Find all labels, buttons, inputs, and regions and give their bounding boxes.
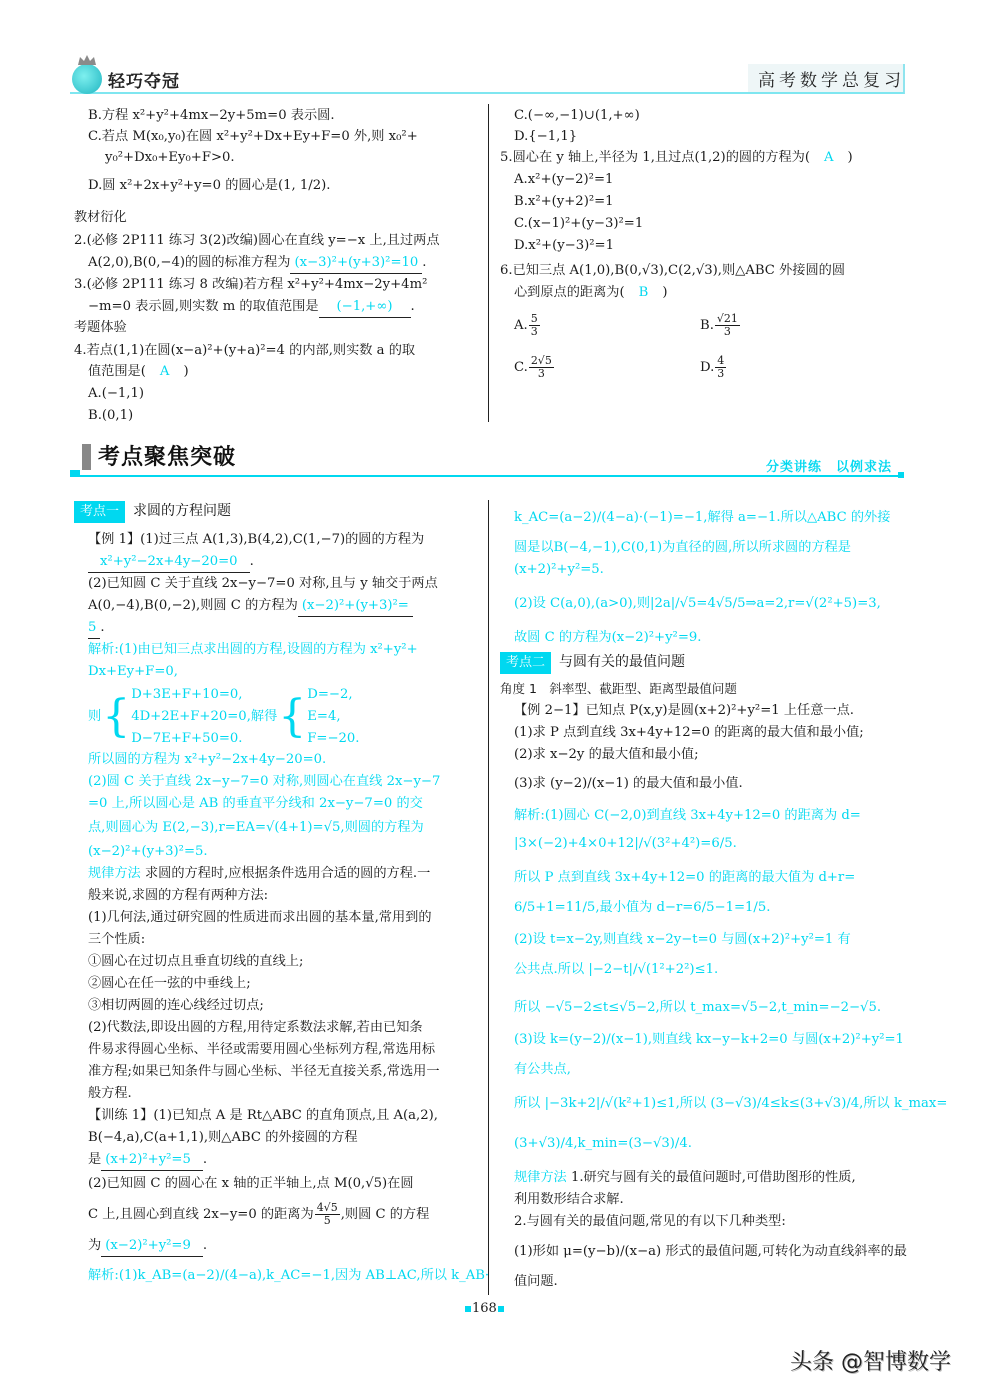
train1-prefix: 是	[88, 1152, 102, 1167]
solution: D=−2,	[307, 687, 353, 702]
method1-line6: ②圆心在任一弦的中垂线上;	[88, 976, 251, 991]
label-exam-experience: 考题体验	[74, 320, 127, 335]
q6-suffix: )	[662, 285, 668, 300]
method-text: 求圆的方程时,应根据条件选用合适的圆的方程.一	[144, 866, 431, 881]
denominator: 5	[323, 1214, 331, 1227]
section-title: 考点聚焦突破	[98, 444, 237, 470]
denominator: 3	[723, 325, 731, 338]
q4-option-b: B.(0,1)	[88, 408, 134, 423]
label-textbook-derivation: 教材衍化	[74, 210, 127, 225]
q6-option-d	[700, 355, 727, 380]
ex1-sol2-line5: (x−2)²+(y+3)²=5.	[88, 844, 208, 859]
ex2-line4: (3)求 (y−2)/(x−1) 的最大值和最小值.	[514, 776, 743, 791]
q6-answer: B	[638, 285, 649, 300]
ex1-answer1: x²+y²−2x+4y−20=0	[88, 552, 250, 573]
kd2-title: 与圆有关的最值问题	[559, 654, 686, 670]
method1-line10: 准方程;如果已知条件与圆心坐标、半径无直接关系,常选用一	[88, 1064, 440, 1079]
section-marker-icon	[82, 444, 91, 470]
option-c-line1: C.若点 M(x₀,y₀)在圆 x²+y²+Dx+Ey+F=0 外,则 x₀²+	[88, 129, 418, 144]
column-divider-top	[488, 104, 489, 422]
ex2-line2: (1)求 P 点到直线 3x+4y+12=0 的距离的最大值和最小值;	[514, 725, 864, 740]
method1-line1	[88, 864, 430, 884]
q2-answer-blank: (x−3)²+(y+3)²=10	[290, 253, 422, 274]
ex1-sol2-line1: 所以圆的方程为 x²+y²−2x+4y−20=0.	[88, 752, 327, 767]
ex1-sol2-line2: (2)圆 C 关于直线 2x−y−7=0 对称,则圆心在直线 2x−y−7	[88, 774, 441, 789]
option-label: A.	[514, 318, 528, 333]
q4-line2	[88, 362, 189, 382]
fraction	[529, 313, 540, 338]
page-number	[465, 1301, 504, 1316]
train1-line4: (2)已知圆 C 的圆心在 x 轴的正半轴上,点 M(0,√5)在圆	[88, 1176, 414, 1191]
kd1-title: 求圆的方程问题	[133, 503, 232, 519]
option-label: D.	[700, 360, 715, 375]
method1-line8: (2)代数法,即设出圆的方程,用待定系数法求解,若由已知条	[88, 1020, 423, 1035]
option-b: B.方程 x²+y²+4mx−2y+5m=0 表示圆.	[88, 108, 335, 123]
q4-option-c: C.(−∞,−1)∪(1,+∞)	[514, 108, 640, 123]
method1-line3: (1)几何法,通过研究圆的性质进而求出圆的基本量,常用到的	[88, 910, 432, 925]
numerator: 4	[717, 354, 725, 367]
ex1-answer1-line: x²+y²−2x+4y−20=0 .	[88, 552, 254, 573]
q4-prefix: 值范围是(	[88, 364, 146, 379]
section-right-accent	[898, 472, 904, 478]
q4-suffix: )	[183, 364, 189, 379]
method1-line7: ③相切两圆的连心线经过切点;	[88, 998, 264, 1013]
equation: 4D+2E+F+20=0,	[131, 709, 251, 724]
method2-line1	[514, 1168, 856, 1188]
fraction	[715, 313, 740, 338]
equation-system	[88, 684, 360, 750]
q2-prefix: A(2,0),B(0,−4)的圆的标准方程为	[88, 255, 291, 270]
denominator: 3	[537, 367, 545, 380]
ex2-sol-line9: 有公共点,	[514, 1062, 571, 1077]
train1-sol-cont-line1: k_AC=(a−2)/(4−a)·(−1)=−1,解得 a=−1.所以△ABC 的外接	[514, 510, 891, 525]
q5-suffix: )	[847, 150, 853, 165]
method-label: 规律方法	[88, 866, 141, 881]
q5-option-c: C.(x−1)²+(y−3)²=1	[514, 216, 644, 231]
train1-line5-suffix: ,则圆 C 的方程	[340, 1207, 430, 1222]
method1-line4: 三个性质:	[88, 932, 146, 947]
ex2-sol-line10: 所以 |−3k+2|/√(k²+1)≤1,所以 (3−√3)/4≤k≤(3+√3)/4,所以 k_max=	[514, 1096, 948, 1111]
q6-option-c	[514, 355, 555, 380]
numerator: 2√5	[530, 354, 552, 367]
ex1-solution-line1: 解析:(1)由已知三点求出圆的方程,设圆的方程为 x²+y²+	[88, 642, 418, 657]
kd2-heading	[500, 652, 685, 674]
q5-option-a: A.x²+(y−2)²=1	[514, 172, 614, 187]
numerator: 5	[530, 312, 538, 325]
ex2-sol-line2: |3×(−2)+4×0+12|/√(3²+4²)=6/5.	[514, 836, 737, 851]
numerator: √21	[716, 312, 738, 325]
ex2-sol-line7: 所以 −√5−2≤t≤√5−2,所以 t_max=√5−2,t_min=−2−√5.	[514, 1000, 882, 1015]
ex1-answer2b-line: 5 .	[88, 618, 105, 639]
q5-stem	[500, 148, 853, 168]
train1-line5-prefix: C 上,且圆心到直线 2x−y=0 的距离为	[88, 1207, 314, 1222]
method2-line4: (1)形如 μ=(y−b)/(x−a) 形式的最值问题,可转化为动直线斜率的最	[514, 1244, 907, 1259]
q3-line2: −m=0 表示圆,则实数 m 的取值范围是 (−1,+∞) .	[88, 297, 415, 318]
kd2-tag: 考点二	[500, 652, 551, 674]
ex1-answer2b: 5	[88, 618, 100, 639]
system-solve-label: 解得	[250, 709, 278, 724]
option-c-line2: y₀²+Dx₀+Ey₀+F>0.	[105, 150, 235, 165]
option-label: C.	[514, 360, 528, 375]
angle1-heading: 角度 1 斜率型、截距型、距离型最值问题	[500, 681, 737, 696]
train1-sol-cont-line4: (2)设 C(a,0),(a>0),则|2a|/√5=4√5/5⇒a=2,r=√(2²+5)=3,	[514, 596, 881, 611]
section-banner	[70, 440, 904, 480]
fraction	[529, 355, 554, 380]
method2-line3: 2.与圆有关的最值问题,常见的有以下几种类型:	[514, 1214, 786, 1229]
left-brace-icon: {	[278, 691, 307, 742]
q4-line1: 4.若点(1,1)在圆(x−a)²+(y+a)²=4 的内部,则实数 a 的取	[74, 343, 416, 358]
ex2-sol-line5: (2)设 t=x−2y,则直线 x−2y−t=0 与圆(x+2)²+y²=1 有	[514, 932, 851, 947]
method2-line2: 利用数形结合求解.	[514, 1192, 624, 1207]
q4-option-a: A.(−1,1)	[88, 386, 145, 401]
ex1-line1: 【例 1】(1)过三点 A(1,3),B(4,2),C(1,−7)的圆的方程为	[88, 532, 425, 547]
train1-line5	[88, 1202, 429, 1227]
option-d: D.圆 x²+2x+y²+y=0 的圆心是(1, 1/2).	[88, 178, 331, 193]
train1-answer2: (x−2)²+y²=9	[101, 1236, 203, 1257]
watermark: 头条 @智博数学	[790, 1350, 951, 1375]
ex1-line4	[88, 596, 413, 617]
ex1-answer2a: (x−2)²+(y+3)²=	[298, 596, 413, 617]
q6-prefix: 心到原点的距离为(	[514, 285, 625, 300]
system-left	[131, 684, 251, 750]
q3-prefix: −m=0 表示圆,则实数 m 的取值范围是	[88, 299, 319, 314]
train1-line2: B(−4,a),C(a+1,1),则△ABC 的外接圆的方程	[88, 1130, 358, 1145]
q6-line2	[514, 283, 668, 303]
q2-line1: 2.(必修 2P111 练习 3(2)改编)圆心在直线 y=−x 上,且过两点	[74, 233, 440, 248]
left-brace-icon: {	[102, 691, 131, 742]
fraction	[715, 355, 726, 380]
q6-line1: 6.已知三点 A(1,0),B(0,√3),C(2,√3),则△ABC 外接圆的圆	[500, 263, 846, 278]
train1-answer1: (x+2)²+y²=5	[101, 1150, 203, 1171]
train1-line1: 【训练 1】(1)已知点 A 是 Rt△ABC 的直角顶点,且 A(a,2),	[88, 1108, 438, 1123]
q5-answer: A	[823, 150, 834, 165]
crown-badge-icon	[72, 64, 102, 94]
solution: F=−20.	[307, 731, 360, 746]
train1-sol-cont-line3: (x+2)²+y²=5.	[514, 562, 604, 577]
section-subtitle: 分类讲练 以例求法	[765, 460, 892, 475]
method2-line5: 值问题.	[514, 1274, 558, 1289]
system-right	[307, 684, 359, 750]
system-prefix: 则	[88, 709, 102, 724]
q5-prefix: 5.圆心在 y 轴上,半径为 1,且过点(1,2)的圆的方程为(	[500, 150, 810, 165]
method-label: 规律方法	[514, 1170, 567, 1185]
q6-option-b	[700, 313, 741, 338]
ex2-sol-line11: (3+√3)/4,k_min=(3−√3)/4.	[514, 1136, 692, 1151]
method1-line5: ①圆心在过切点且垂直切线的直线上;	[88, 954, 304, 969]
ex2-sol-line3: 所以 P 点到直线 3x+4y+12=0 的距离的最大值为 d+r=	[514, 870, 856, 885]
book-title: 高考数学总复习	[758, 71, 905, 91]
q2-line2: A(2,0),B(0,−4)的圆的标准方程为 (x−3)²+(y+3)²=10 .	[88, 253, 427, 274]
ex1-line4-prefix: A(0,−4),B(0,−2),则圆 C 的方程为	[88, 598, 298, 613]
solution: E=4,	[307, 709, 341, 724]
q3-answer-blank: (−1,+∞)	[319, 297, 411, 318]
denominator: 3	[717, 367, 725, 380]
ex2-line3: (2)求 x−2y 的最大值和最小值;	[514, 747, 699, 762]
ex1-sol2-line4: 点,则圆心为 E(2,−3),r=EA=√(4+1)=√5,则圆的方程为	[88, 820, 424, 835]
q4-option-d: D.{−1,1}	[514, 129, 578, 144]
kd1-tag: 考点一	[74, 501, 125, 523]
ex1-sol2-line3: =0 上,所以圆心是 AB 的垂直平分线和 2x−y−7=0 的交	[88, 796, 423, 811]
train1-line3: 是 (x+2)²+y²=5 .	[88, 1150, 207, 1171]
ex1-line3: (2)已知圆 C 关于直线 2x−y−7=0 对称,且与 y 轴交于两点	[88, 576, 438, 591]
method1-line2: 般来说,求圆的方程有两种方法:	[88, 888, 269, 903]
ex2-sol-line4: 6/5+1=11/5,最小值为 d−r=6/5−1=1/5.	[514, 900, 771, 915]
page-square-icon	[498, 1306, 504, 1312]
method-text: 1.研究与圆有关的最值问题时,可借助图形的性质,	[570, 1170, 856, 1185]
logo-text: 轻巧夺冠	[108, 71, 180, 92]
fraction	[315, 1202, 340, 1227]
train1-line6-prefix: 为	[88, 1238, 102, 1253]
equation: D−7E+F+50=0.	[131, 731, 243, 746]
page-square-icon	[465, 1306, 471, 1312]
column-divider-bottom	[488, 500, 489, 1295]
train1-sol-cont-line5: 故圆 C 的方程为(x−2)²+y²=9.	[514, 630, 702, 645]
train1-sol-cont-line2: 圆是以B(−4,−1),C(0,1)为直径的圆,所以所求圆的方程是	[514, 540, 851, 555]
train1-solution: 解析:(1)k_AB=(a−2)/(4−a),k_AC=−1,因为 AB⊥AC,所以 k_AB·	[88, 1268, 490, 1283]
ex2-line1: 【例 2−1】已知点 P(x,y)是圆(x+2)²+y²=1 上任意一点.	[514, 703, 854, 718]
section-underline	[70, 475, 904, 477]
train1-line6: 为 (x−2)²+y²=9 .	[88, 1236, 207, 1257]
ex2-sol-line6: 公共点.所以 |−2−t|/√(1²+2²)≤1.	[514, 962, 719, 977]
equation: D+3E+F+10=0,	[131, 687, 243, 702]
denominator: 3	[530, 325, 538, 338]
q4-answer: A	[159, 364, 170, 379]
ex1-solution-line2: Dx+Ey+F=0,	[88, 664, 178, 679]
q3-line1: 3.(必修 2P111 练习 8 改编)若方程 x²+y²+4mx−2y+4m²	[74, 277, 428, 292]
method1-line9: 件易求得圆心坐标、半径或需要用圆心坐标列方程,常选用标	[88, 1042, 436, 1057]
q5-option-d: D.x²+(y−3)²=1	[514, 238, 614, 253]
crown-icon	[77, 55, 97, 65]
q6-option-a	[514, 313, 541, 338]
q5-option-b: B.x²+(y+2)²=1	[514, 194, 614, 209]
kd1-heading	[74, 501, 231, 523]
option-label: B.	[700, 318, 714, 333]
ex2-sol-line8: (3)设 k=(y−2)/(x−1),则直线 kx−y−k+2=0 与圆(x+2)²+y²=1	[514, 1032, 904, 1047]
page-number-text: 168	[472, 1301, 497, 1316]
header-rule	[70, 92, 904, 94]
logo	[72, 64, 180, 94]
ex2-sol-line1: 解析:(1)圆心 C(−2,0)到直线 3x+4y+12=0 的距离为 d=	[514, 808, 861, 823]
numerator: 4√5	[316, 1201, 338, 1214]
method1-line11: 般方程.	[88, 1086, 132, 1101]
